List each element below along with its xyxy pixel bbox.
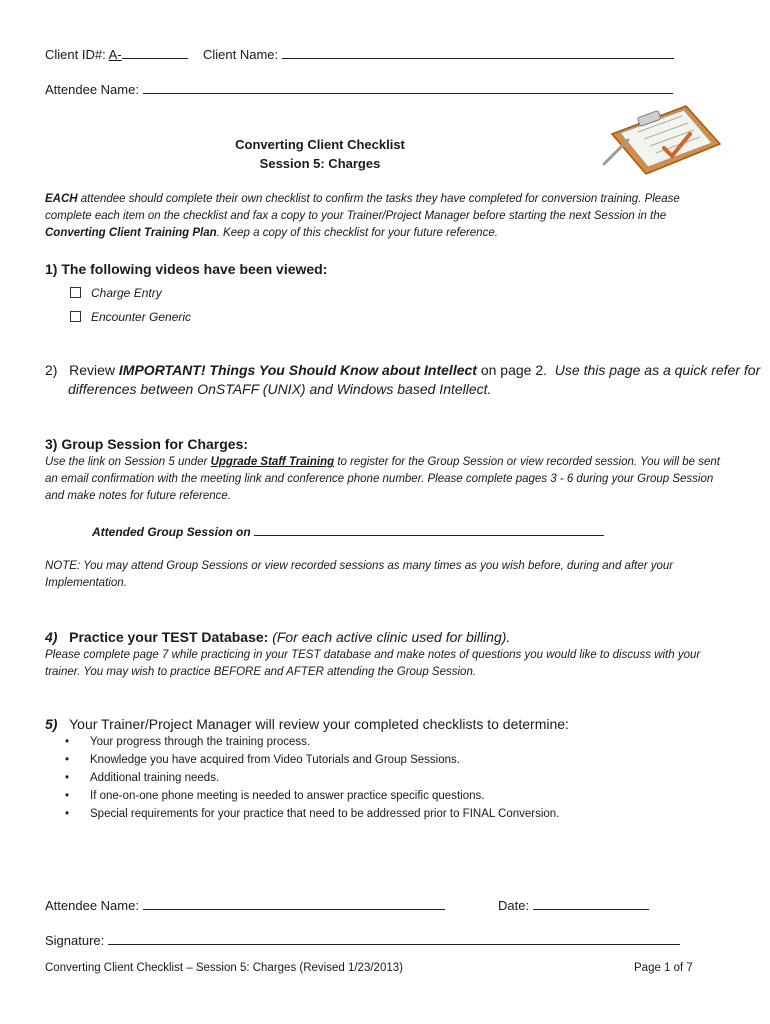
section3-note: NOTE: You may attend Group Sessions or view recorded sessions as many times as you wish before, during and after your Implementation. [45,560,674,589]
section5-heading: 5) Your Trainer/Project Manager will review your completed checklists to determine: [45,716,569,732]
list-item: • Your progress through the training process. [68,736,310,748]
page-subtitle: Session 5: Charges [259,156,381,171]
footer-title: Converting Client Checklist – Session 5: Charges (Revised 1/23/2013) [45,962,403,974]
attended-session-field[interactable]: Attended Group Session on [92,524,604,539]
list-item: • Knowledge you have acquired from Video Tutorials and Group Sessions. [68,754,460,766]
attendee-name-field[interactable]: Attendee Name: [45,898,445,913]
signature-field[interactable]: Signature: [45,933,680,948]
checkbox-icon[interactable] [70,287,81,298]
list-item: • Special requirements for your practice that need to be addressed prior to FINAL Conversion. [68,808,559,820]
section1-heading: 1) The following videos have been viewed: [45,261,328,277]
page-title: Converting Client Checklist [235,137,405,152]
section3-heading: 3) Group Session for Charges: [45,436,249,452]
date-field[interactable]: Date: [498,898,649,913]
client-id-field[interactable]: Client ID#: A- [45,47,188,62]
section4-heading: 4) Practice your TEST Database: (For each active clinic used for billing). [45,629,511,645]
checkbox-icon[interactable] [70,311,81,322]
section2-line1: 2) Review IMPORTANT! Things You Should Know about Intellect on page 2. Use this page as a quick refer for [45,362,761,378]
client-name-field[interactable]: Client Name: [203,47,674,62]
section3-paragraph: Use the link on Session 5 under Upgrade Staff Training to register for the Group Session or view recorded session. You will be sent an email confirmation with the meeting link and conference phone number. Please complete pages 3 - 6 during your Group Session and make notes for future reference. [45,456,720,502]
list-item: • Additional training needs. [68,772,219,784]
page-number: Page 1 of 7 [634,962,693,974]
intro-paragraph: EACH attendee should complete their own checklist to confirm the tasks they have completed for conversion training. Please complete each item on the checklist and fax a copy to your Trainer/Project Manager before starting the next Session in the Converting Client Training Plan. Keep a copy of this checklist for your future reference. [45,193,680,239]
upgrade-staff-training-link[interactable]: Upgrade Staff Training [210,456,335,468]
video-item-charge-entry[interactable]: Charge Entry [70,286,162,300]
list-item: • If one-on-one phone meeting is needed to answer practice specific questions. [68,790,484,802]
video-item-encounter-generic[interactable]: Encounter Generic [70,310,191,324]
attendee-name-field-top[interactable]: Attendee Name: [45,82,673,97]
section4-paragraph: Please complete page 7 while practicing in your TEST database and make notes of questions you would like to discuss with your trainer. You may wish to practice BEFORE and AFTER attending the Group Session. [45,649,701,678]
section2-line2: differences between OnSTAFF (UNIX) and Windows based Intellect. [68,381,492,397]
